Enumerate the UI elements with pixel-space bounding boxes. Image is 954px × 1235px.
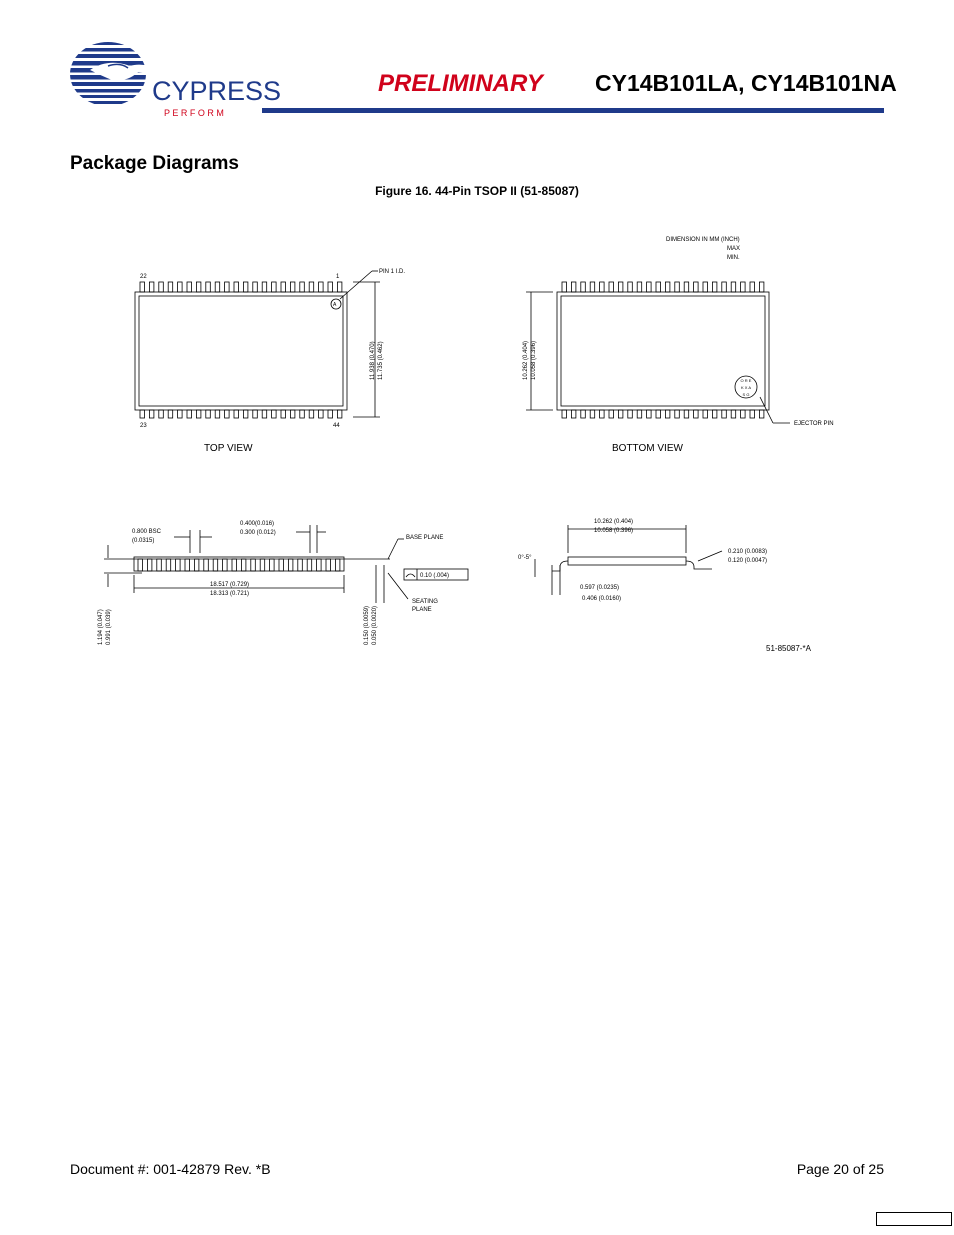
package-lead [290,282,295,292]
package-lead [187,282,192,292]
flatness-icon [406,574,415,577]
package-lead [223,559,228,571]
foot-min: 0.406 (0.0160) [582,596,622,602]
document-title: CY14B101LA, CY14B101NA [595,70,897,96]
package-lead [149,410,154,418]
pin1-id-label: PIN 1 I.D. [379,269,406,275]
package-lead [759,410,764,418]
top-view-inner [139,296,343,406]
package-lead [703,282,708,292]
package-lead [281,282,286,292]
cypress-logo [68,40,282,122]
package-lead [694,410,699,418]
package-lead [722,282,727,292]
logo-tagline: P E R F O R M [164,108,224,118]
marking-top: O R E [740,378,752,383]
package-lead [168,410,173,418]
package-lead [206,410,211,418]
package-lead [307,559,312,571]
package-lead [196,410,201,418]
top-view-pins-top [140,282,342,292]
bottom-view-label: BOTTOM VIEW [612,443,683,454]
side-view [98,521,468,645]
top-view-dim-min: 11.735 (0.462) [378,341,384,380]
figure-caption: Figure 16. 44-Pin TSOP II (51-85087) [375,184,579,198]
package-lead [562,410,567,418]
package-lead [741,410,746,418]
dimension-note: DIMENSION IN MM (INCH) [666,237,740,243]
package-lead [319,410,324,418]
top-view-dim-max: 11.938 (0.470) [370,341,376,380]
package-lead [694,282,699,292]
package-lead [637,410,642,418]
top-view-pins-bottom [140,410,342,418]
foot-max: 0.597 (0.0235) [580,585,620,591]
package-lead [243,410,248,418]
package-lead [138,559,143,571]
package-lead [157,559,162,571]
package-lead [335,559,340,571]
package-lead [147,559,152,571]
package-lead [628,410,633,418]
package-lead [241,559,246,571]
package-lead [319,282,324,292]
preliminary-label: PRELIMINARY [378,70,543,97]
bottom-view-dim-min: 10.058 (0.396) [531,340,537,380]
package-lead [609,282,614,292]
package-lead [647,410,652,418]
seating-plane-label-1: SEATING [412,599,438,605]
side-view-leads [138,559,340,571]
package-lead [600,410,605,418]
standoff-min: 0.050 (0.0020) [372,605,378,645]
package-lead [149,282,154,292]
package-lead [178,282,183,292]
package-lead [232,559,237,571]
package-lead [159,282,164,292]
package-diagram [90,225,870,665]
package-lead [300,282,305,292]
standoff-max: 0.150 (0.0059) [364,605,370,645]
pin-44-label: 44 [333,423,340,429]
package-lead [675,282,680,292]
top-view-label: TOP VIEW [204,443,253,454]
dimension-min-label: MIN. [727,255,740,261]
package-lead [590,282,595,292]
pin-1-label: 1 [336,274,340,280]
package-lead [712,410,717,418]
package-lead [703,410,708,418]
package-lead [590,410,595,418]
thickness-min: 0.120 (0.0047) [728,558,768,564]
bottom-view-pins-top [562,282,764,292]
package-lead [317,559,322,571]
package-lead [253,282,257,292]
package-lead [731,282,736,292]
package-lead [298,559,303,571]
pin-23-label: 23 [140,423,147,429]
section-title: Package Diagrams [70,153,239,174]
base-plane-label: BASE PLANE [406,535,444,541]
package-lead [260,559,265,571]
pitch-bsc: 0.800 BSC [132,529,162,535]
package-lead [712,282,717,292]
package-lead [759,282,764,292]
package-lead [159,410,164,418]
package-lead [251,559,256,571]
length-min: 18.313 (0.721) [210,591,250,597]
package-lead [234,282,239,292]
package-lead [215,410,220,418]
package-lead [618,410,623,418]
package-lead [618,282,623,292]
seating-plane-label-2: PLANE [412,607,432,613]
package-lead [204,559,209,571]
package-lead [571,410,576,418]
package-lead [290,410,295,418]
bottom-view-inner [561,296,765,406]
drawing-number: 51-85087-*A [766,644,811,653]
package-lead [328,410,333,418]
lead-width-max: 0.400(0.016) [240,521,275,527]
package-lead [279,559,284,571]
package-lead [288,559,293,571]
package-lead [722,410,727,418]
package-lead [684,410,689,418]
length-max: 18.517 (0.729) [210,582,250,588]
footer-page-number: Page 20 of 25 [796,1161,884,1177]
package-lead [731,410,736,418]
package-lead [328,282,333,292]
package-lead [741,282,746,292]
feedback-box[interactable] [876,1212,952,1226]
end-angle: 0°-5° [518,555,532,561]
package-lead [647,282,652,292]
header-rule [262,108,884,113]
lead-width-min: 0.300 (0.012) [240,530,276,536]
package-lead [665,282,670,292]
package-lead [675,410,680,418]
package-lead [309,282,314,292]
package-lead [281,410,286,418]
pin-22-label: 22 [140,274,147,280]
package-lead [562,282,567,292]
marking-bot: S G [742,392,750,397]
package-lead [196,282,201,292]
package-lead [581,282,586,292]
package-lead [185,559,190,571]
package-lead [140,282,145,292]
package-lead [166,559,171,571]
package-lead [337,410,342,418]
svg-text:A: A [333,302,337,308]
package-lead [262,410,267,418]
package-lead [750,282,755,292]
marking-mid: K X A [740,385,752,390]
logo-name: CYPRESS [152,76,282,106]
package-lead [187,410,192,418]
package-lead [309,410,314,418]
package-lead [178,410,183,418]
package-lead [140,410,145,418]
package-lead [581,410,586,418]
package-lead [272,282,277,292]
package-lead [270,559,275,571]
end-width-min: 10.058 (0.396) [594,528,634,534]
package-lead [243,282,248,292]
package-lead [656,282,661,292]
package-lead [326,559,331,571]
package-lead [176,559,181,571]
package-lead [609,410,614,418]
dimension-max-label: MAX [727,246,741,252]
bottom-view [523,282,834,454]
package-lead [215,282,220,292]
package-lead [194,559,199,571]
end-view-body [568,557,686,565]
package-lead [571,282,576,292]
bottom-view-dim-max: 10.262 (0.404) [523,340,529,380]
package-lead [637,282,642,292]
pitch-inch: (0.0315) [132,538,155,544]
side-height-min: 0.991 (0.039) [106,609,112,645]
bottom-view-pins-bottom [562,410,764,418]
package-lead [628,282,633,292]
package-lead [684,282,689,292]
package-lead [262,282,267,292]
package-lead [656,410,661,418]
side-height-max: 1.194 (0.047) [98,609,104,645]
end-width-max: 10.262 (0.404) [594,519,634,525]
package-lead [225,410,230,418]
package-lead [213,559,218,571]
end-view [518,519,767,602]
footer-document-number: Document #: 001-42879 Rev. *B [70,1161,271,1177]
top-view [135,269,405,454]
ejector-pin-label: EJECTOR PIN [794,421,834,427]
package-lead [272,410,277,418]
package-lead [206,282,211,292]
package-lead [225,282,230,292]
cypress-globe-icon [68,40,282,122]
top-view-body [135,292,347,410]
package-lead [337,282,342,292]
package-lead [253,410,257,418]
bottom-view-body [557,292,769,410]
thickness-max: 0.210 (0.0083) [728,549,768,555]
package-lead [665,410,670,418]
package-lead [300,410,305,418]
package-lead [168,282,173,292]
package-lead [234,410,239,418]
package-lead [600,282,605,292]
end-lead-right [686,561,712,569]
coplanarity-label: 0.10 (.004) [420,573,450,579]
package-lead [750,410,755,418]
